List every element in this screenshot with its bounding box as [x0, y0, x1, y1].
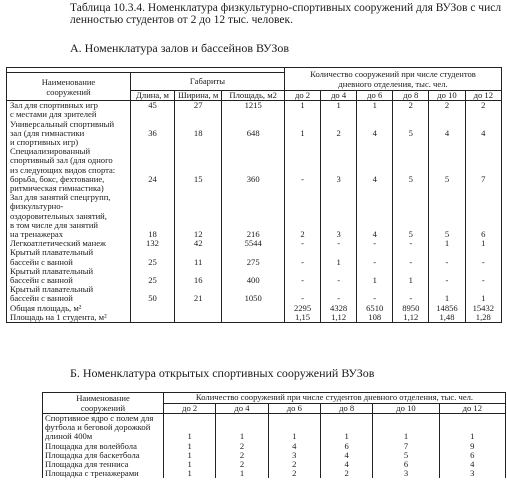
- table-a-cell: [130, 248, 174, 266]
- table-a-cell-value: 4: [481, 127, 486, 138]
- table-a-cell-value: 6: [481, 229, 486, 240]
- table-a-cell: [130, 304, 174, 313]
- table-a-cell-value: 12: [193, 229, 203, 240]
- table-a-cell-value: 2: [300, 229, 305, 240]
- table-a-cell-value: 4: [372, 229, 377, 240]
- table-b-name-line: длиной 400м: [45, 431, 93, 442]
- table-a-cell: [429, 120, 465, 148]
- b-col-upto6: до 6: [268, 403, 320, 414]
- table-a-cell: [321, 267, 357, 285]
- table-a-cell-value: 18: [148, 229, 157, 240]
- table-a-name-header-line2: сооружений: [46, 86, 91, 97]
- table-a-cell: [393, 248, 429, 266]
- table-a-cell: [175, 248, 222, 266]
- table-a-row: [7, 285, 502, 303]
- table-a-name-line: бассейн с ванной: [10, 256, 73, 267]
- table-a-cell: [429, 248, 465, 266]
- table-b-row-name: [43, 414, 164, 442]
- table-b-cell: [439, 414, 505, 442]
- table-a-row: [7, 101, 502, 120]
- table-a-name-line: оздоровительных занятий,: [10, 210, 107, 221]
- table-b-name-line: футбола и беговой дорожкой: [45, 422, 151, 433]
- table-a-cell: [175, 267, 222, 285]
- table-a-row: [7, 120, 502, 148]
- table-a-cell-value: -: [445, 275, 449, 286]
- table-a-cell: [175, 285, 222, 303]
- b-col-upto4: до 4: [216, 403, 268, 414]
- table-b-cell: [439, 469, 505, 478]
- table-a-cell: [222, 285, 285, 303]
- table-a-row: [7, 147, 502, 193]
- table-a-cell: [357, 239, 393, 248]
- table-b-row: [43, 414, 506, 442]
- b-col-upto8: до 8: [320, 403, 372, 414]
- table-a-name-line: Крытый плавательный: [10, 265, 94, 276]
- table-b-row-name: [43, 469, 164, 478]
- table-a-cell-value: 2: [444, 100, 450, 111]
- table-a-cell-value: 2: [481, 100, 486, 111]
- table-b-cell-value: 4: [344, 449, 349, 460]
- table-a-cell-value: 3: [336, 173, 341, 184]
- col-upto2: до 2: [285, 91, 321, 101]
- table-a-cell-value: 1: [372, 275, 377, 286]
- table-a-name-line: и спортивных игр): [10, 137, 79, 148]
- table-b-cell-value: 1: [187, 440, 192, 451]
- table-b-name-line: Площадка с тренажерами: [45, 468, 139, 479]
- table-a-cell: [285, 285, 321, 303]
- table-a-cell: [321, 120, 357, 148]
- table-a-cell-value: 648: [246, 127, 260, 138]
- table-a-cell: [222, 304, 285, 313]
- table-a-cell-value: -: [301, 238, 304, 249]
- table-a-cell-value: -: [409, 293, 413, 304]
- table-b-cell-value: 4: [292, 440, 297, 451]
- table-a-cell-value: 132: [146, 238, 159, 249]
- table-b-cell: [373, 469, 439, 478]
- table-a-cell: [222, 239, 285, 248]
- table-a-cell: [285, 193, 321, 239]
- table-a-cell-value: 1: [408, 275, 413, 286]
- table-a-name-line: Легкоатлетический манеж: [10, 238, 106, 249]
- table-a-cell-value: -: [481, 275, 485, 286]
- col-upto8: до 8: [393, 91, 429, 101]
- table-b-header-row1: [43, 393, 506, 404]
- col-upto12: до 12: [465, 91, 501, 101]
- table-b-cell-value: 6: [403, 459, 409, 470]
- table-a-cell: [465, 313, 501, 323]
- table-a-cell: [429, 193, 465, 239]
- table-a-cell-value: 1: [481, 293, 486, 304]
- table-a-row: [7, 193, 502, 239]
- table-a-name-line: Универсальный спортивный: [10, 118, 115, 129]
- table-b-cell-value: 5: [403, 449, 409, 460]
- table-b-cell-value: 3: [403, 468, 409, 479]
- table-a-cell: [393, 285, 429, 303]
- table-a-cell: [321, 285, 357, 303]
- table-a-name-header-line1: Наименование: [41, 76, 96, 87]
- table-a-cell-value: -: [373, 238, 377, 249]
- table-b-name-line: Спортивное ядро с полем для: [45, 413, 154, 423]
- table-a-cell-value: 18: [193, 127, 203, 138]
- table-a-cell-value: 360: [246, 173, 260, 184]
- table-a-cell-value: -: [301, 256, 304, 267]
- table-a-name-line: Крытый плавательный: [10, 284, 94, 295]
- table-a-cell-value: 2: [336, 127, 341, 138]
- table-a-cell: [465, 120, 501, 148]
- col-width: Ширина, м: [175, 91, 222, 101]
- table-a-cell-value: 15: [193, 173, 203, 184]
- table-a-cell-value: 1,28: [475, 311, 491, 322]
- table-a-cell: [357, 267, 393, 285]
- table-a-cell: [222, 267, 285, 285]
- table-b-cell-value: 2: [239, 459, 245, 470]
- table-b-name-header-line2: сооружений: [80, 403, 126, 413]
- table-a-cell-value: 1215: [244, 100, 262, 111]
- table-a-name-line: из следующих видов спорта:: [10, 164, 116, 175]
- table-b-cell: [164, 414, 216, 442]
- table-a-cell: [465, 193, 501, 239]
- table-a-cell-value: 4: [444, 127, 450, 138]
- table-a-cell-value: 5: [444, 173, 450, 184]
- table-a-cell: [357, 285, 393, 303]
- table-a-cell-value: 8950: [402, 302, 420, 313]
- table-a-name-line: борьба, бокс, фехтование,: [10, 173, 105, 184]
- table-a-cell-value: -: [337, 293, 341, 304]
- table-a-cell-value: 5: [408, 173, 413, 184]
- table-a-cell-value: 5544: [244, 238, 262, 249]
- table-b-cell-value: 4: [470, 459, 475, 470]
- table-a-cell-value: 2295: [293, 302, 312, 313]
- col-length: Длина, м: [130, 91, 174, 101]
- table-a-cell: [130, 267, 174, 285]
- section-b-heading: Б. Номенклатура открытых спортивных сооружений ВУЗов: [70, 366, 375, 380]
- table-b-cell-value: 1: [403, 431, 409, 442]
- table-a-cell-value: -: [301, 275, 304, 286]
- table-a-cell: [465, 147, 501, 193]
- table-a-cell: [285, 267, 321, 285]
- table-a-row-name: [7, 248, 131, 266]
- table-a-row-name: [7, 285, 131, 303]
- table-a-name-line: ритмическая гимнастика): [10, 183, 104, 194]
- table-a-cell: [175, 147, 222, 193]
- table-b-name-line: Площадка для баскетбола: [45, 449, 140, 460]
- table-a-cell: [175, 304, 222, 313]
- table-a-cell-value: 108: [368, 311, 382, 322]
- table-a-cell-value: 1: [300, 100, 305, 111]
- table-a-cell: [321, 313, 357, 323]
- table-a-cell-value: 1,15: [295, 311, 311, 322]
- table-a-cell-value: -: [409, 238, 413, 249]
- table-a-cell-value: 216: [246, 229, 260, 240]
- outdoor-facilities-table: [42, 392, 506, 478]
- table-b-cell-value: 2: [239, 440, 245, 451]
- table-a-cell: [175, 120, 222, 148]
- table-a-cell-value: 3: [336, 229, 341, 240]
- table-a-cell-value: -: [373, 293, 377, 304]
- table-a-cell-value: 42: [193, 238, 203, 249]
- table-a-cell-value: 21: [193, 293, 203, 304]
- table-a-cell-value: 1: [444, 293, 450, 304]
- table-a-cell: [465, 267, 501, 285]
- table-a-name-line: физкультурно-: [10, 201, 64, 212]
- table-a-row-name: [7, 101, 131, 120]
- table-a-cell-value: 50: [148, 293, 157, 304]
- table-a-cell-value: -: [373, 256, 377, 267]
- table-a-cell: [429, 267, 465, 285]
- table-a-cell: [130, 285, 174, 303]
- table-b-cell: [216, 469, 268, 478]
- table-a-cell-value: 5: [408, 127, 413, 138]
- table-a-cell: [321, 239, 357, 248]
- table-a-name-line: в том числе для занятий: [10, 219, 99, 230]
- table-b-cell-value: 1: [187, 468, 192, 479]
- table-a-dimensions-header: Габариты: [130, 73, 284, 91]
- table-b-cell-value: 3: [470, 468, 475, 479]
- b-col-upto2: до 2: [164, 403, 216, 414]
- table-a-cell-value: -: [481, 256, 485, 267]
- table-a-cell: [429, 239, 465, 248]
- table-a-cell-value: -: [445, 256, 449, 267]
- table-a-cell: [175, 193, 222, 239]
- table-a-cell: [465, 239, 501, 248]
- table-b-cell-value: 2: [292, 459, 297, 470]
- table-a-cell: [357, 193, 393, 239]
- table-a-cell: [130, 120, 174, 148]
- table-a-cell: [465, 285, 501, 303]
- table-a-cell: [285, 120, 321, 148]
- table-a-row-name: [7, 120, 131, 148]
- table-a-cell: [357, 147, 393, 193]
- table-a-cell: [321, 248, 357, 266]
- table-b-cell: [268, 414, 320, 442]
- col-upto6: до 6: [357, 91, 393, 101]
- table-a-cell: [130, 101, 174, 120]
- table-a-cell: [130, 193, 174, 239]
- table-a-cell-value: 14856: [436, 302, 458, 313]
- table-a-name-line: с местами для зрителей: [10, 109, 97, 120]
- table-a-cell: [393, 239, 429, 248]
- table-a-cell: [393, 313, 429, 323]
- table-a-cell-value: 4328: [330, 302, 348, 313]
- table-a-cell: [222, 101, 285, 120]
- table-a-cell-value: 25: [148, 275, 157, 286]
- table-b-cell-value: 2: [344, 468, 349, 479]
- table-a-row: [7, 313, 502, 323]
- table-a-cell: [130, 239, 174, 248]
- col-area: Площадь, м2: [222, 91, 285, 101]
- table-a-cell: [393, 193, 429, 239]
- table-a-cell: [130, 147, 174, 193]
- table-b-name-header-line1: Наименование: [76, 393, 130, 403]
- table-b-cell-value: 6: [470, 449, 475, 460]
- table-a-cell: [321, 147, 357, 193]
- table-b-cell: [216, 414, 268, 442]
- table-title-line1: Таблица 10.3.4. Номенклатура физкультурно-спортивных сооружений для ВУЗов с числ: [70, 2, 502, 14]
- table-b-cell-value: 6: [344, 440, 349, 451]
- table-a-body: [7, 101, 502, 323]
- table-a-row-name: [7, 147, 131, 193]
- table-a-row-name: [7, 193, 131, 239]
- table-b-cell-value: 1: [292, 431, 297, 442]
- table-a-name-line: Площадь на 1 студента, м²: [10, 311, 107, 322]
- table-a-cell-value: 5: [408, 229, 413, 240]
- table-a-row-name: [7, 313, 131, 323]
- table-a-cell-value: 4: [372, 127, 377, 138]
- table-a-row: [7, 248, 502, 266]
- table-a-cell-value: 1: [336, 256, 341, 267]
- table-a-cell: [465, 248, 501, 266]
- table-a-cell-value: 1: [444, 238, 450, 249]
- table-b-cell-value: 2: [239, 449, 245, 460]
- table-a-cell-value: 24: [148, 173, 157, 184]
- table-a-cell: [285, 313, 321, 323]
- table-a-cell-value: 275: [246, 256, 260, 267]
- section-a-heading: А. Номенклатура залов и бассейнов ВУЗов: [70, 41, 290, 55]
- table-b-cell-value: 4: [344, 459, 349, 470]
- table-a-cell-value: 27: [193, 100, 203, 111]
- table-a-cell: [393, 120, 429, 148]
- table-b-cell-value: 1: [187, 431, 192, 442]
- table-a-cell: [222, 147, 285, 193]
- table-a-cell-value: 1: [372, 100, 377, 111]
- table-b-count-header: Количество сооружений при числе студентов дневного отделения, тыс. чел.: [164, 393, 506, 404]
- table-a-cell: [222, 193, 285, 239]
- table-a-cell-value: 7: [481, 173, 486, 184]
- table-b-cell: [268, 469, 320, 478]
- table-a-cell: [357, 313, 393, 323]
- table-b-cell-value: 1: [187, 459, 192, 470]
- table-a-cell-value: 1050: [244, 293, 262, 304]
- table-a-cell-value: 25: [148, 256, 157, 267]
- table-b-cell-value: 7: [403, 440, 409, 451]
- table-b-cell-value: 1: [187, 449, 192, 460]
- table-a-cell: [175, 313, 222, 323]
- table-b-cell: [373, 414, 439, 442]
- table-a-name-line: Специализированный: [10, 146, 91, 157]
- table-a-row: [7, 267, 502, 285]
- table-a-cell: [429, 101, 465, 120]
- table-a-cell-value: 5: [444, 229, 450, 240]
- table-a-cell-value: -: [301, 293, 304, 304]
- table-b-name-line: Площадка для волейбола: [45, 440, 137, 451]
- table-a-cell: [429, 285, 465, 303]
- table-a-cell-value: 16: [193, 275, 203, 286]
- table-b-name-line: Площадка для тенниса: [45, 459, 129, 470]
- table-a-cell-value: 1,48: [439, 311, 455, 322]
- table-b-cell-value: 2: [292, 468, 297, 479]
- table-a-cell-value: -: [337, 275, 341, 286]
- col-upto4: до 4: [321, 91, 357, 101]
- table-a-cell: [175, 101, 222, 120]
- table-b-body: [43, 414, 506, 479]
- table-a-count-header-line2: дневного отделения, тыс. чел.: [338, 79, 448, 89]
- table-a-cell: [393, 147, 429, 193]
- table-a-name-line: бассейн с ванной: [10, 275, 73, 286]
- table-a-cell-value: 1: [300, 127, 305, 138]
- table-a-name-line: спортивный зал (для одного: [10, 155, 113, 166]
- table-a-name-line: Зал для спортивных игр: [10, 100, 98, 111]
- table-a-cell-value: 4: [372, 173, 377, 184]
- table-b-cell-value: 1: [239, 431, 245, 442]
- table-a-cell: [357, 248, 393, 266]
- table-a-cell: [321, 193, 357, 239]
- col-upto10: до 10: [429, 91, 465, 101]
- table-a-cell-value: 400: [246, 275, 260, 286]
- table-b-cell-value: 1: [344, 431, 349, 442]
- table-a-name-line: зал (для гимнастики: [10, 127, 85, 138]
- table-a-cell: [130, 313, 174, 323]
- table-a-cell-value: 36: [148, 127, 157, 138]
- table-a-cell: [357, 101, 393, 120]
- table-a-cell: [429, 147, 465, 193]
- table-a-cell-value: 6510: [366, 302, 384, 313]
- table-a-name-line: на тренажерах: [10, 229, 63, 240]
- table-a-cell: [285, 147, 321, 193]
- table-a-cell: [285, 101, 321, 120]
- table-a-cell-value: 1,12: [403, 311, 419, 322]
- table-b-cell: [164, 469, 216, 478]
- b-col-upto10: до 10: [373, 403, 439, 414]
- table-a-row-name: [7, 267, 131, 285]
- table-a-name-line: Общая площадь, м²: [10, 302, 82, 313]
- halls-pools-table: [6, 67, 502, 323]
- table-a-cell-value: -: [301, 173, 304, 184]
- table-a-cell: [222, 313, 285, 323]
- table-a-cell: [222, 248, 285, 266]
- table-a-name-line: Крытый плавательный: [10, 247, 94, 258]
- table-b-row: [43, 469, 506, 478]
- table-a-cell: [321, 101, 357, 120]
- table-a-cell: [465, 101, 501, 120]
- table-a-name-line: бассейн с ванной: [10, 293, 73, 304]
- table-a-cell: [393, 101, 429, 120]
- table-a-cell-value: -: [337, 238, 341, 249]
- table-a-cell-value: 11: [194, 256, 203, 267]
- b-col-upto12: до 12: [439, 403, 505, 414]
- table-b-cell-value: 1: [470, 431, 475, 442]
- table-b-cell: [320, 414, 372, 442]
- table-b-cell-value: 3: [292, 449, 297, 460]
- table-a-cell-value: 1: [481, 238, 486, 249]
- table-a-cell-value: 2: [408, 100, 413, 111]
- table-a-cell-value: 1,12: [331, 311, 347, 322]
- table-a-cell: [222, 120, 285, 148]
- table-a-name-line: Зал для занятий спецгрупп,: [10, 192, 111, 203]
- table-a-cell-value: 15432: [472, 302, 495, 313]
- table-a-cell-value: 1: [336, 100, 341, 111]
- table-b-cell: [320, 469, 372, 478]
- table-a-cell-value: -: [409, 256, 413, 267]
- table-a-cell: [285, 239, 321, 248]
- table-a-cell-value: 45: [148, 100, 157, 111]
- table-a-cell: [357, 120, 393, 148]
- table-a-cell: [393, 267, 429, 285]
- table-title-line2: ленностью студентов от 2 до 12 тыс. человек.: [70, 14, 293, 26]
- table-a-count-header-line1: Количество сооружений при числе студентов: [310, 69, 476, 79]
- table-b-cell-value: 9: [470, 440, 475, 451]
- table-a-cell: [285, 248, 321, 266]
- table-b-cell-value: 1: [239, 468, 245, 479]
- table-a-cell: [175, 239, 222, 248]
- table-a-cell: [429, 313, 465, 323]
